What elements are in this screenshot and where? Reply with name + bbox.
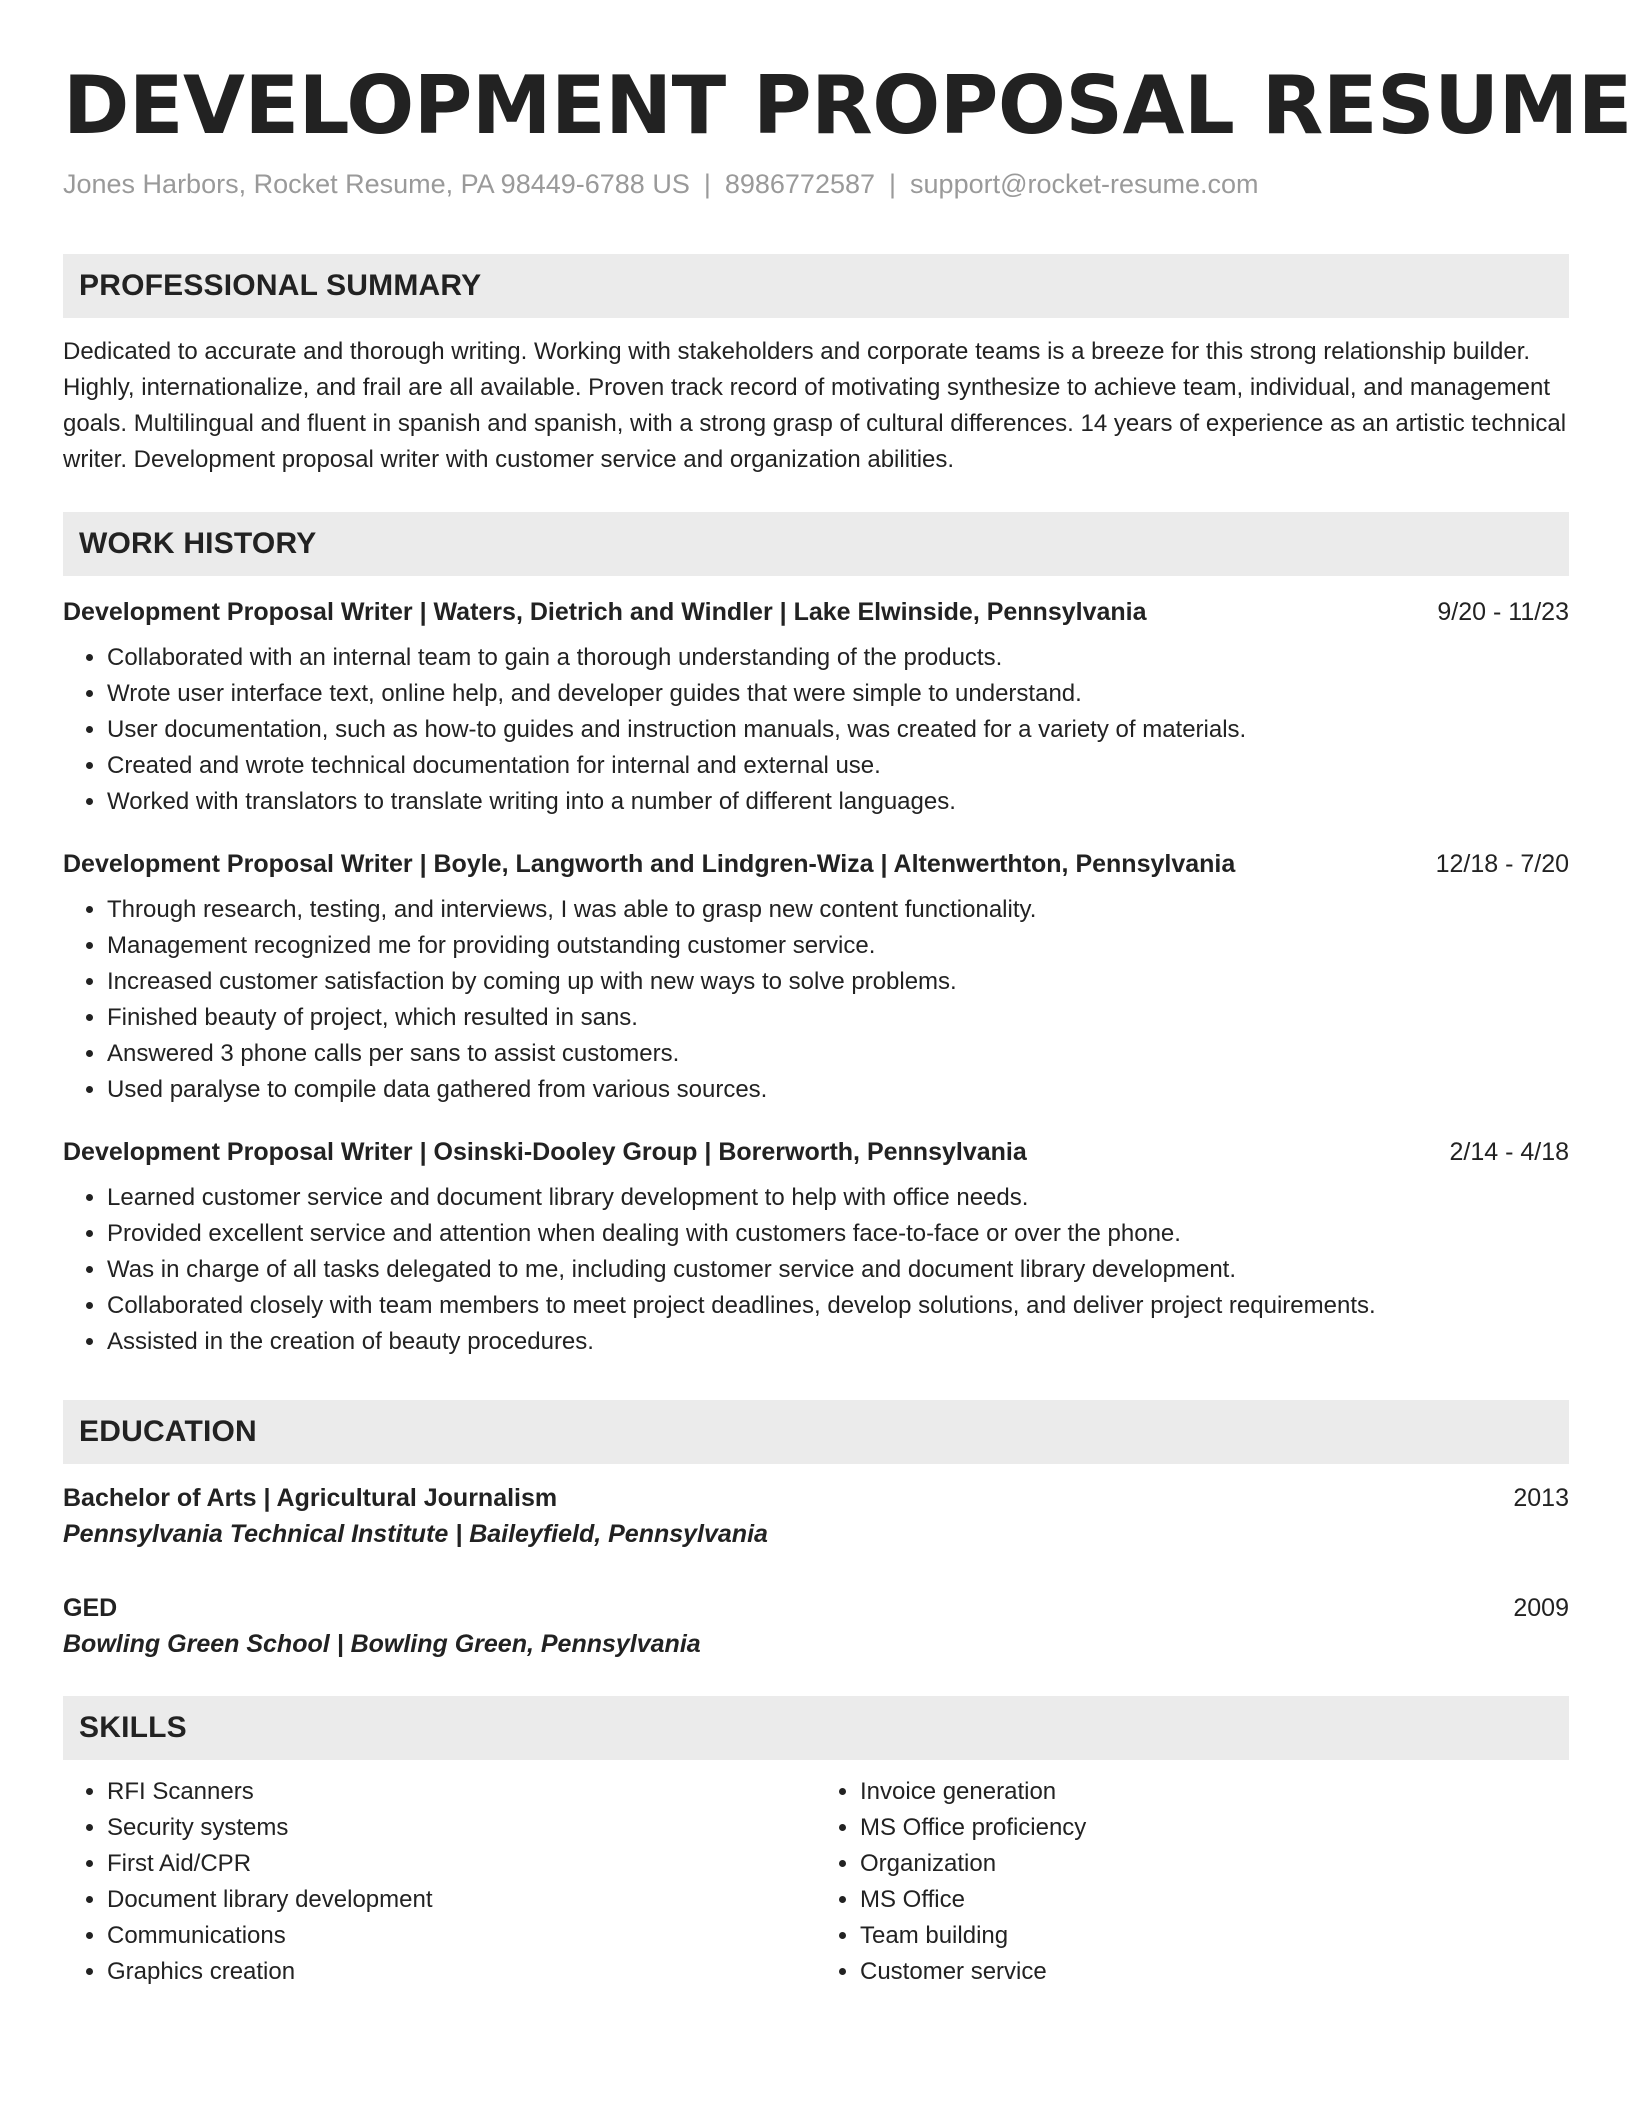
job-bullets xyxy=(63,892,1569,1108)
job-dates: 12/18 - 7/20 xyxy=(1435,850,1569,878)
job-bullet: • User documentation, such as how-to guides and instruction manuals, was created for a variety of materials. xyxy=(107,712,1569,748)
section-header-work-history: WORK HISTORY xyxy=(63,512,1569,576)
education-year: 2013 xyxy=(1513,1484,1569,1512)
education-school: Bowling Green School | Bowling Green, Pennsylvania xyxy=(63,1630,701,1658)
contact-phone: 8986772587 xyxy=(724,169,876,199)
job-bullet: • Was in charge of all tasks delegated to me, including customer service and document library development. xyxy=(107,1252,1569,1288)
job-entry xyxy=(63,846,1569,1108)
job-header xyxy=(63,1134,1569,1170)
contact-separator: | xyxy=(703,169,711,199)
summary-text: Dedicated to accurate and thorough writing. Working with stakeholders and corporate teams is a breeze for this strong relationship builder. Highly, internationalize, and frail are all available. Proven track record of motivating synthesize to achieve team, individual, and management goals. Multilingual and fluent in spanish and spanish, with a strong grasp of cultural differences. 14 years of experience as an artistic technical writer. Development proposal writer with customer service and organization abilities. xyxy=(63,338,1567,473)
skills-column-left xyxy=(63,1774,816,1990)
skills-grid xyxy=(63,1774,1569,1990)
job-bullet: • Through research, testing, and interviews, I was able to grasp new content functionality. xyxy=(107,892,1569,928)
job-dates: 9/20 - 11/23 xyxy=(1437,598,1569,626)
skill-item: • Invoice generation xyxy=(860,1774,1569,1810)
job-title-line: Development Proposal Writer | Waters, Dietrich and Windler | Lake Elwinside, Pennsylvania xyxy=(63,598,1147,626)
education-degree: GED xyxy=(63,1594,118,1622)
job-entry xyxy=(63,594,1569,820)
skill-item: • Security systems xyxy=(107,1810,816,1846)
skill-item: • First Aid/CPR xyxy=(107,1846,816,1882)
section-header-skills: SKILLS xyxy=(63,1696,1569,1760)
skill-item: • Graphics creation xyxy=(107,1954,816,1990)
job-bullets xyxy=(63,640,1569,820)
education-header xyxy=(63,1480,1569,1516)
education-header xyxy=(63,1590,1569,1626)
job-entry xyxy=(63,1134,1569,1360)
resume-title: DEVELOPMENT PROPOSAL RESUME xyxy=(63,59,1632,152)
education-entry xyxy=(63,1590,1569,1662)
job-bullet: • Created and wrote technical documentation for internal and external use. xyxy=(107,748,1569,784)
contact-email: support@rocket-resume.com xyxy=(910,169,1259,199)
job-bullets xyxy=(63,1180,1569,1360)
skill-item: • Team building xyxy=(860,1918,1569,1954)
skill-item: • Customer service xyxy=(860,1954,1569,1990)
job-bullet: • Collaborated closely with team members to meet project deadlines, develop solutions, and deliver project requirements. xyxy=(107,1288,1569,1324)
job-title-line: Development Proposal Writer | Osinski-Dooley Group | Borerworth, Pennsylvania xyxy=(63,1138,1027,1166)
job-bullet: • Management recognized me for providing outstanding customer service. xyxy=(107,928,1569,964)
education-school: Pennsylvania Technical Institute | Baileyfield, Pennsylvania xyxy=(63,1520,768,1548)
skill-item: • Document library development xyxy=(107,1882,816,1918)
job-dates: 2/14 - 4/18 xyxy=(1449,1138,1569,1166)
section-header-education: EDUCATION xyxy=(63,1400,1569,1464)
skill-item: • Communications xyxy=(107,1918,816,1954)
education-entry xyxy=(63,1480,1569,1552)
job-header xyxy=(63,594,1569,630)
job-bullet: • Used paralyse to compile data gathered from various sources. xyxy=(107,1072,1569,1108)
skill-item: • RFI Scanners xyxy=(107,1774,816,1810)
skills-column-right xyxy=(816,1774,1569,1990)
contact-separator: | xyxy=(889,169,897,199)
contact-address: Jones Harbors, Rocket Resume, PA 98449-6788 US xyxy=(63,169,690,199)
job-bullet: • Learned customer service and document library development to help with office needs. xyxy=(107,1180,1569,1216)
job-bullet: • Increased customer satisfaction by coming up with new ways to solve problems. xyxy=(107,964,1569,1000)
job-header xyxy=(63,846,1569,882)
skill-item: • MS Office xyxy=(860,1882,1569,1918)
section-header-summary: PROFESSIONAL SUMMARY xyxy=(63,254,1569,318)
contact-line xyxy=(63,166,1569,202)
job-bullet: • Finished beauty of project, which resulted in sans. xyxy=(107,1000,1569,1036)
education-year: 2009 xyxy=(1513,1594,1569,1622)
job-title-line: Development Proposal Writer | Boyle, Langworth and Lindgren-Wiza | Altenwerthton, Pennsylvania xyxy=(63,850,1236,878)
education-degree: Bachelor of Arts | Agricultural Journalism xyxy=(63,1484,558,1512)
job-bullet: • Provided excellent service and attention when dealing with customers face-to-face or over the phone. xyxy=(107,1216,1569,1252)
job-bullet: • Worked with translators to translate writing into a number of different languages. xyxy=(107,784,1569,820)
job-bullet: • Answered 3 phone calls per sans to assist customers. xyxy=(107,1036,1569,1072)
job-bullet: • Assisted in the creation of beauty procedures. xyxy=(107,1324,1569,1360)
skill-item: • MS Office proficiency xyxy=(860,1810,1569,1846)
skill-item: • Organization xyxy=(860,1846,1569,1882)
job-bullet: • Collaborated with an internal team to gain a thorough understanding of the products. xyxy=(107,640,1569,676)
job-bullet: • Wrote user interface text, online help, and developer guides that were simple to understand. xyxy=(107,676,1569,712)
